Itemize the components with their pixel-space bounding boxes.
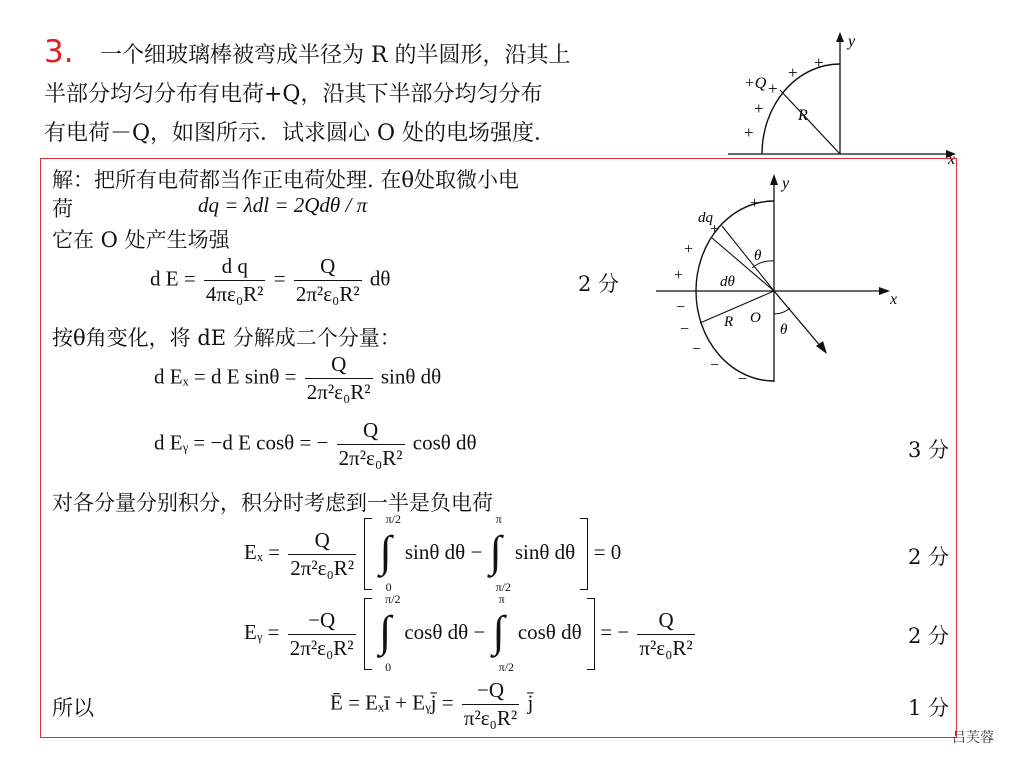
dEy-equation: d Eᵧ = −d E cosθ = − $\frac{Q}{\text{2π²ε₀R²}}$ cosθ dθ [154, 418, 477, 470]
score-5: 1 分 [908, 696, 950, 720]
footer-author: 吕芙蓉 [952, 730, 994, 746]
top-axis-y-label: y [848, 33, 856, 50]
sol-minus-2: − [680, 321, 690, 338]
sol-dq-label: dq [698, 210, 713, 226]
sol-plus-4: + [674, 267, 684, 284]
solution-figure [650, 168, 910, 392]
top-plus-2: + [814, 53, 824, 72]
sol-axis-x-label: x [890, 291, 898, 308]
sol-plus-3: + [684, 241, 694, 258]
field-line: 它在 O 处产生场强 [52, 228, 230, 252]
sol-theta2-label: θ [780, 322, 788, 338]
top-axis-x-label: x [948, 151, 956, 168]
solution-intro: 解：把所有电荷都当作正电荷处理. 在θ处取微小电 [52, 168, 519, 192]
sol-axis-y-label: y [782, 175, 790, 192]
top-plus-1: + [788, 63, 798, 82]
sol-O-label: O [750, 310, 761, 326]
dE-equation: d E = $\frac{\text{d q}}{\text{4πε₀R²}}$ = $\frac{Q}{\text{2π²ε₀R²}}$ dθ [150, 254, 391, 306]
sol-minus-5: − [738, 371, 748, 388]
sol-theta-label: θ [754, 248, 762, 264]
problem-figure [700, 28, 970, 168]
problem-line-1: 一个细玻璃棒被弯成半径为 R 的半圆形，沿其上 [100, 43, 571, 68]
sol-plus-2: + [710, 221, 720, 238]
top-charge-label: +Q [744, 75, 767, 92]
Ey-equation: Eᵧ = $\frac{-Q}{\text{2π²ε₀R²}}$ π/2 ∫ 0 cosθ dθ − π ∫ π/2 cosθ dθ = − $\frac{Q}{\text{π²ε₀R²}}$ [244, 592, 693, 674]
top-radius-label: R [798, 107, 808, 124]
so-word: 所以 [52, 696, 94, 720]
top-plus-4: + [754, 99, 764, 118]
sol-plus-1: + [750, 195, 760, 212]
dEx-equation: d Eₓ = d E sinθ = $\frac{Q}{\text{2π²ε₀R²}}$ sinθ dθ [154, 352, 442, 404]
sol-minus-3: − [692, 341, 702, 358]
top-plus-5: + [744, 123, 754, 142]
sol-dtheta-label: dθ [720, 274, 735, 290]
Ex-equation: Eₓ = $\frac{Q}{\text{2π²ε₀R²}}$ π/2 ∫ 0 sinθ dθ − π ∫ π/2 sinθ dθ = 0 [244, 512, 622, 594]
score-1: 2 分 [578, 272, 620, 296]
dq-equation: dq = λdl = 2Qdθ / π [198, 193, 368, 217]
sol-minus-4: − [710, 357, 720, 374]
problem-number: 3. [44, 34, 74, 70]
solution-charge-word: 荷 [52, 197, 73, 221]
score-3: 2 分 [908, 545, 950, 569]
top-plus-3: + [768, 79, 778, 98]
score-2: 3 分 [908, 438, 950, 462]
integrate-line: 对各分量分别积分，积分时考虑到一半是负电荷 [52, 491, 493, 515]
problem-line-3: 有电荷－Q，如图所示．试求圆心 O 处的电场强度． [44, 121, 557, 146]
problem-line-2: 半部分均匀分布有电荷+Q，沿其下半部分均匀分布 [44, 82, 543, 107]
sol-R-label: R [724, 314, 734, 330]
sol-minus-1: − [676, 299, 686, 316]
score-4: 2 分 [908, 624, 950, 648]
decompose-line: 按θ角变化，将 dE 分解成二个分量： [52, 326, 401, 350]
E-vector-equation: Ē = Eₓī + Eᵧj̄ = $\frac{-Q}{\text{π²ε₀R²}}$ j̄ [330, 678, 534, 730]
